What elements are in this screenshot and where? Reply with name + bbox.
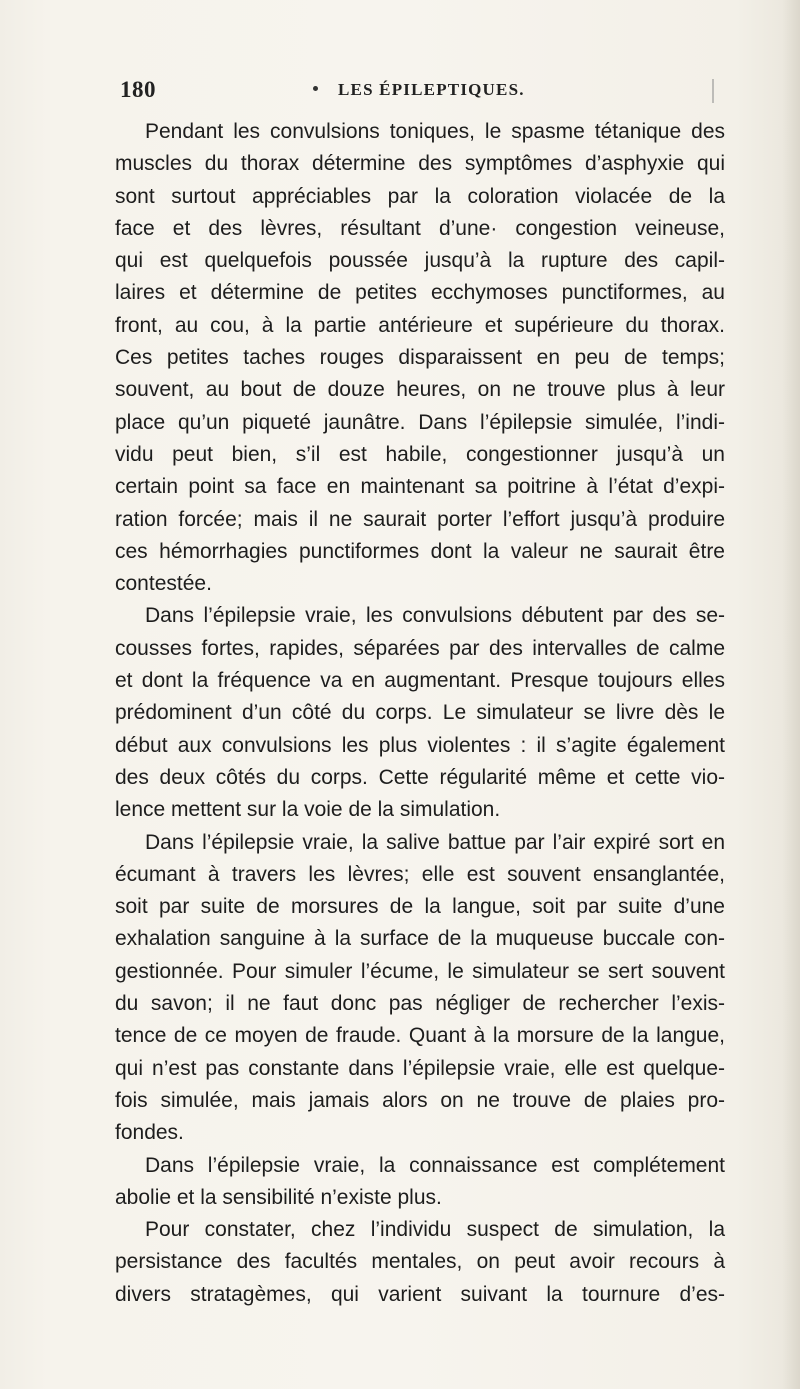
running-head xyxy=(120,77,720,111)
text-line: Pendant les convulsions toniques, le spasme tétanique des xyxy=(145,120,725,143)
text-line: début aux convulsions les plus violentes : il s’agite également xyxy=(115,733,725,757)
text-line: ration forcée; mais il ne saurait porter l’effort jusqu’à produire xyxy=(115,507,725,531)
text-line: gestionnée. Pour simuler l’écume, le simulateur se sert souvent xyxy=(115,959,725,983)
text-line: Pour constater, chez l’individu suspect de simulation, la xyxy=(145,1218,725,1242)
page-edge-shadow xyxy=(782,0,800,1389)
text-line: lence mettent sur la voie de la simulation. xyxy=(115,798,501,822)
text-line: exhalation sanguine à la surface de la muqueuse buccale con- xyxy=(115,927,725,951)
text-line: cousses fortes, rapides, séparées par des intervalles de calme xyxy=(115,636,725,660)
text-line: du savon; il ne faut donc pas négliger de rechercher l’exis- xyxy=(115,992,725,1016)
text-line: laires et détermine de petites ecchymoses punctiformes, au xyxy=(115,281,725,305)
text-line: persistance des facultés mentales, on peut avoir recours à xyxy=(115,1250,725,1274)
text-line: place qu’un piqueté jaunâtre. Dans l’épilepsie simulée, l’indi- xyxy=(115,410,725,434)
text-line: fondes. xyxy=(115,1121,184,1145)
text-line: souvent, au bout de douze heures, on ne trouve plus à leur xyxy=(115,378,725,402)
text-line: ces hémorrhagies punctiformes dont la valeur ne saurait être xyxy=(115,539,725,563)
text-line: Dans l’épilepsie vraie, la connaissance est complétement xyxy=(145,1153,725,1177)
text-line: certain point sa face en maintenant sa poitrine à l’état d’expi- xyxy=(115,475,725,499)
text-line: face et des lèvres, résultant d’une· congestion veineuse, xyxy=(115,216,725,240)
header-margin-mark xyxy=(712,79,714,103)
text-line: des deux côtés du corps. Cette régularité même et cette vio- xyxy=(115,765,725,789)
text-line: qui n’est pas constante dans l’épilepsie vraie, elle est quelque- xyxy=(115,1056,725,1080)
text-line: soit par suite de morsures de la langue, soit par suite d’une xyxy=(115,895,725,919)
text-line: Ces petites taches rouges disparaissent en peu de temps; xyxy=(115,346,725,370)
text-line: divers stratagèmes, qui varient suivant la tournure d’es- xyxy=(115,1282,725,1306)
text-line: prédominent d’un côté du corps. Le simulateur se livre dès le xyxy=(115,701,725,725)
text-line: et dont la fréquence va en augmentant. Presque toujours elles xyxy=(115,669,725,693)
running-title: LES ÉPILEPTIQUES. xyxy=(338,80,525,99)
text-line: front, au cou, à la partie antérieure et supérieure du thorax. xyxy=(115,313,725,337)
header-dot xyxy=(313,86,318,91)
text-line: tence de ce moyen de fraude. Quant à la morsure de la langue, xyxy=(115,1024,725,1048)
text-line: qui est quelquefois poussée jusqu’à la rupture des capil- xyxy=(115,249,725,273)
text-line: abolie et la sensibilité n’existe plus. xyxy=(115,1185,442,1209)
text-line: Dans l’épilepsie vraie, la salive battue par l’air expiré sort en xyxy=(145,830,725,854)
text-line: écumant à travers les lèvres; elle est souvent ensanglantée, xyxy=(115,862,725,886)
body-text xyxy=(115,116,725,1311)
text-line: contestée. xyxy=(115,572,212,596)
page-number: 180 xyxy=(120,77,156,102)
text-line: Dans l’épilepsie vraie, les convulsions débutent par des se- xyxy=(145,604,725,628)
text-line: vidu peut bien, s’il est habile, congestionner jusqu’à un xyxy=(115,442,725,466)
text-line: sont surtout appréciables par la coloration violacée de la xyxy=(115,184,725,208)
text-line: muscles du thorax détermine des symptômes d’asphyxie qui xyxy=(115,152,725,176)
text-line: fois simulée, mais jamais alors on ne trouve de plaies pro- xyxy=(115,1088,725,1112)
